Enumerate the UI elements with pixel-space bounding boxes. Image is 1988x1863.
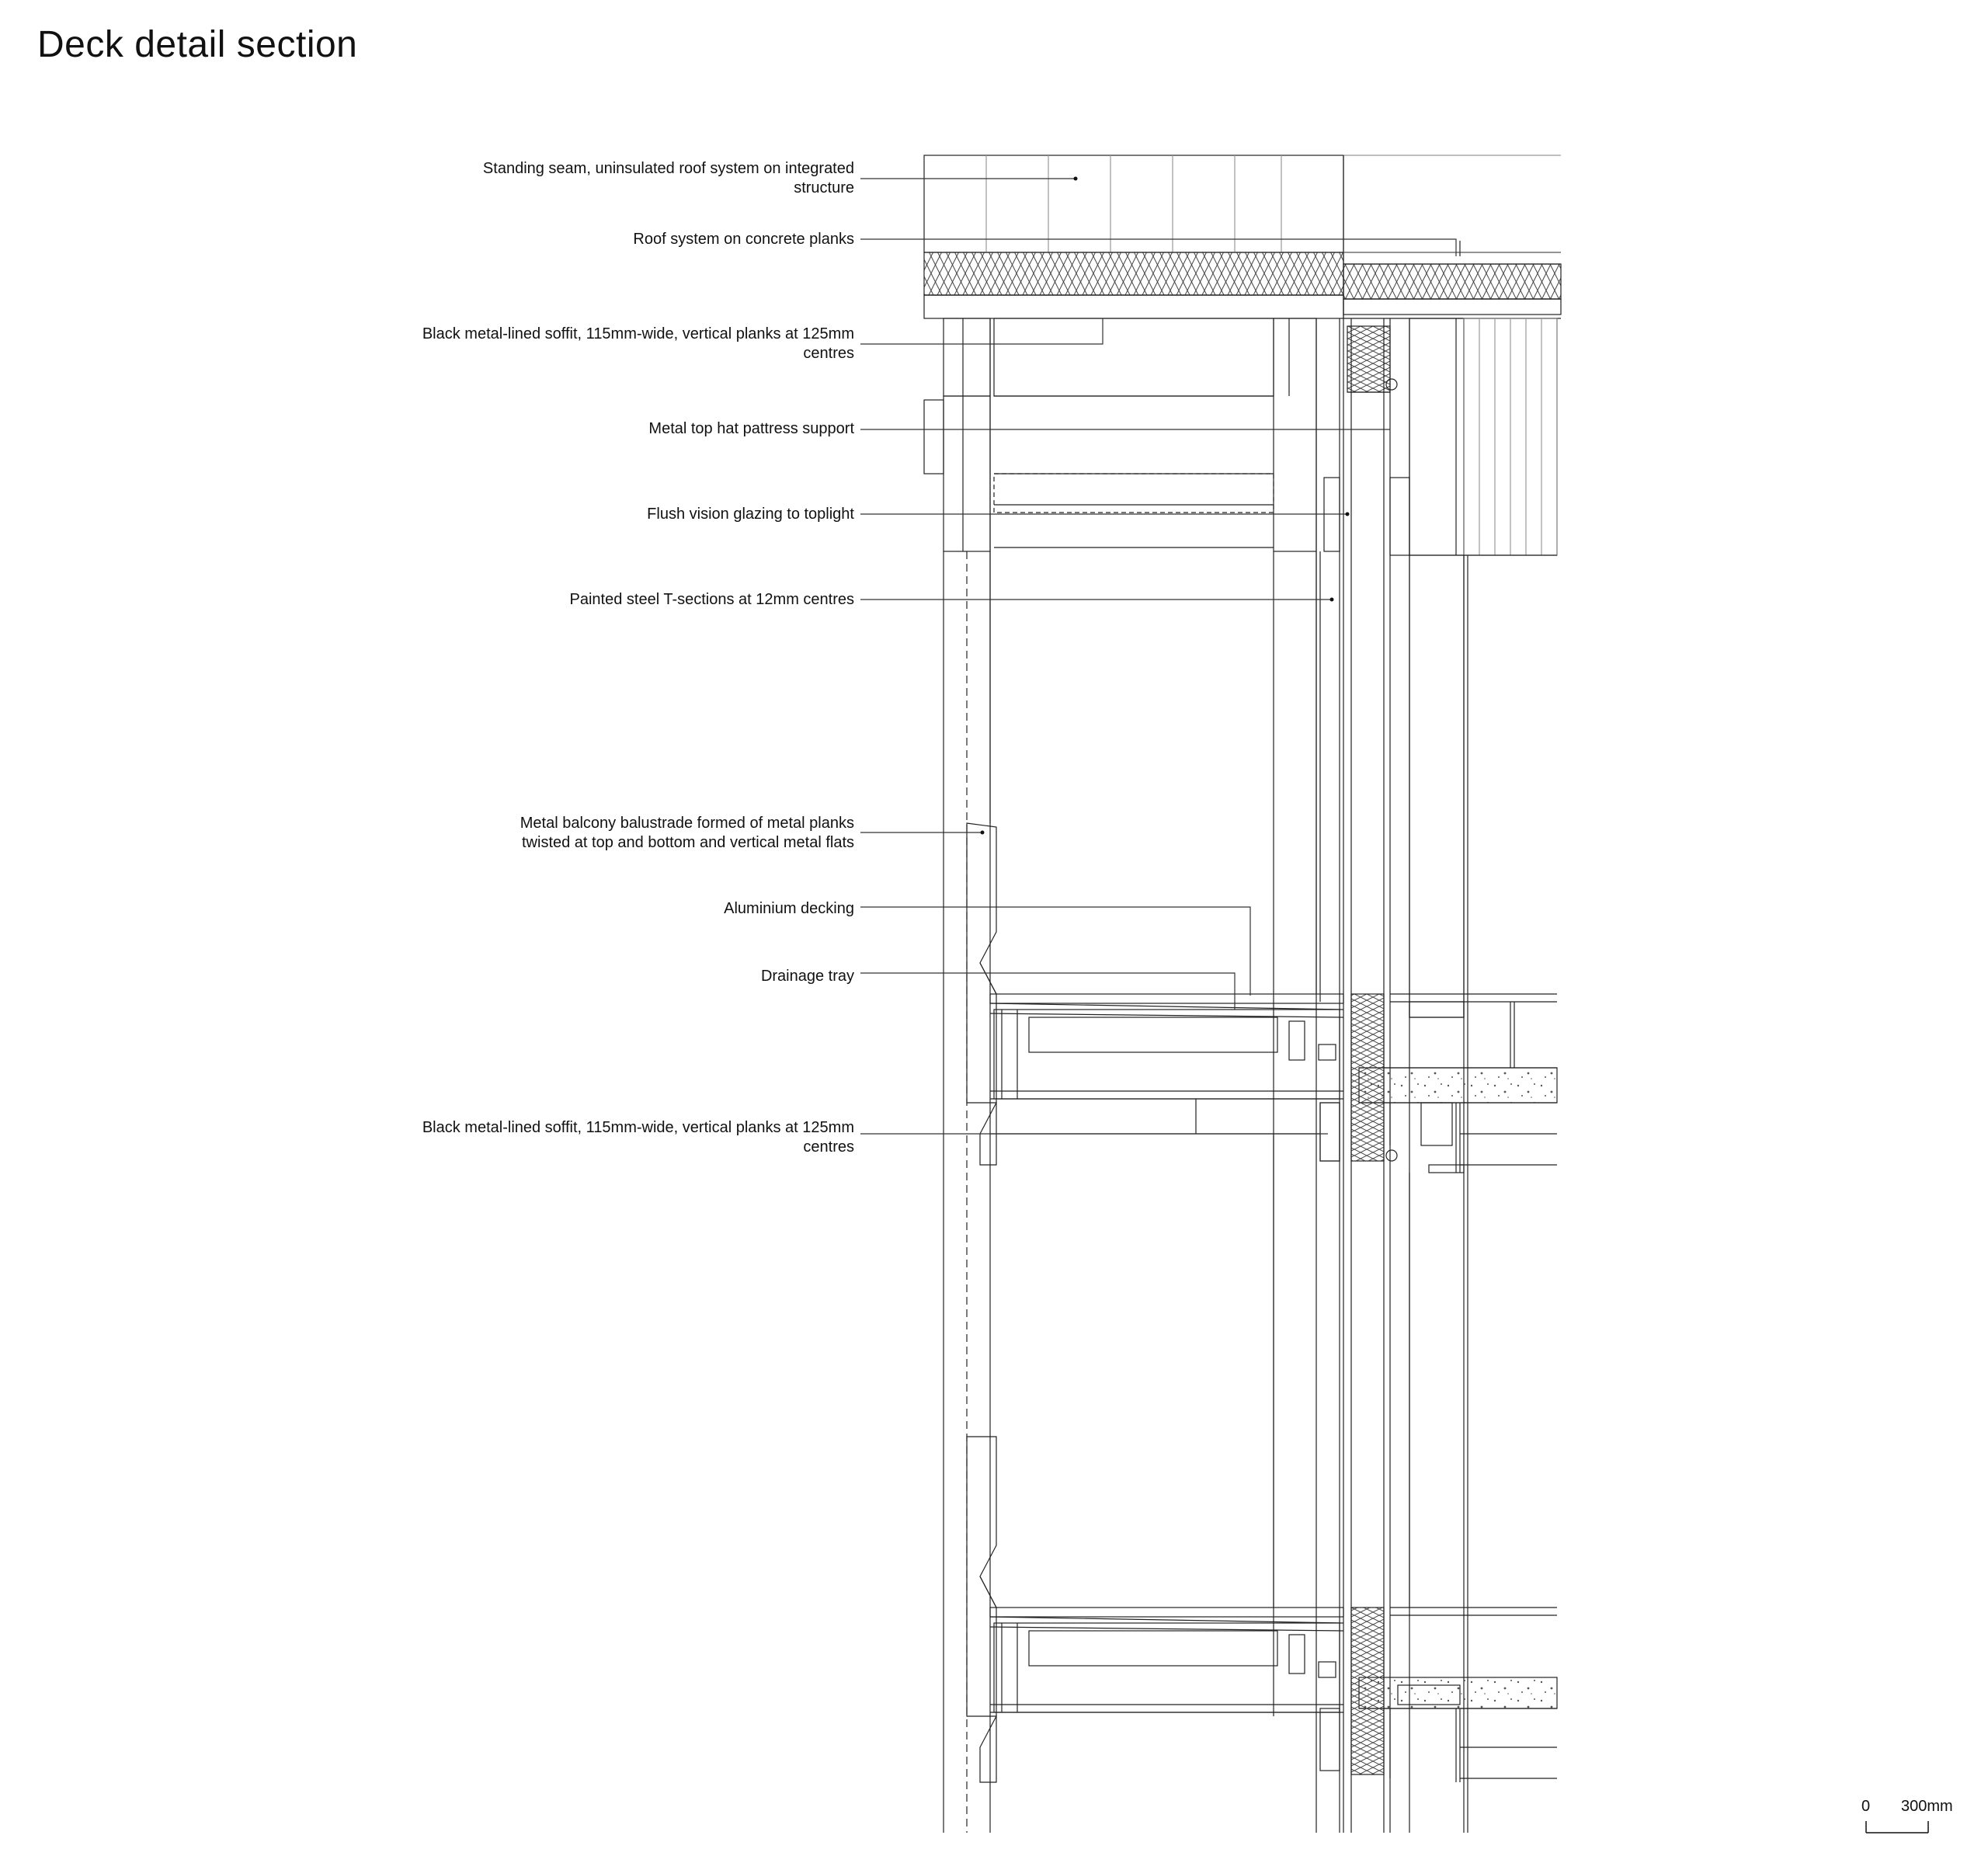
scale-bar-length-label: 300mm	[1901, 1798, 1953, 1815]
label-soffit-upper: Black metal-lined soffit, 115mm-wide, vertical planks at 125mm centres	[422, 325, 854, 362]
label-roof-standing-seam: Standing seam, uninsulated roof system on integrated structure	[482, 160, 854, 196]
wall-insulation-1	[1351, 994, 1384, 1161]
balcony-deck-1	[990, 994, 1343, 1161]
balcony-deck-2	[990, 1608, 1343, 1712]
page-title: Deck detail section	[37, 24, 358, 65]
scale-bar-start-label: 0	[1861, 1798, 1871, 1815]
label-top-hat-support: Metal top hat pattress support	[648, 420, 854, 437]
label-drainage-tray: Drainage tray	[760, 968, 854, 985]
label-soffit-lower: Black metal-lined soffit, 115mm-wide, vertical planks at 125mm centres	[422, 1119, 854, 1156]
roof-insulation	[924, 241, 1561, 318]
label-balustrade: Metal balcony balustrade formed of metal planks twisted at top and bottom and vertical metal flats	[520, 815, 854, 851]
scale-bar	[1866, 1821, 1928, 1833]
label-aluminium-decking: Aluminium decking	[724, 900, 854, 917]
upper-window-frame	[924, 318, 1343, 1833]
wall-insulation-2	[1351, 1608, 1384, 1774]
label-steel-t-sections: Painted steel T-sections at 12mm centres	[569, 591, 854, 608]
label-roof-concrete-planks: Roof system on concrete planks	[633, 231, 854, 248]
label-flush-glazing: Flush vision glazing to toplight	[647, 506, 854, 523]
leader-lines	[860, 179, 1456, 1134]
balustrade	[944, 551, 996, 1833]
